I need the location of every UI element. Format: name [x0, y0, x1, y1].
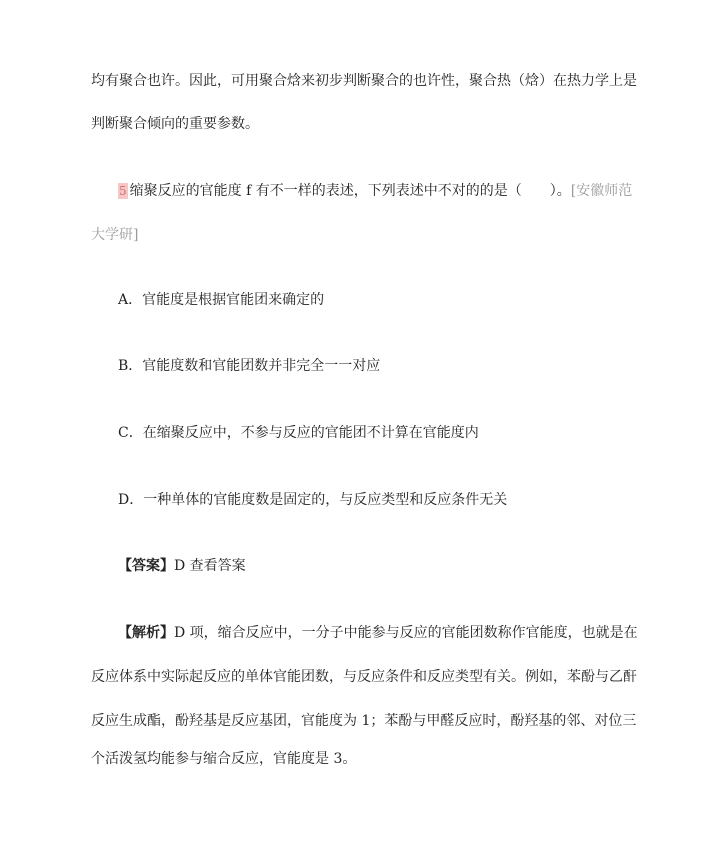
analysis-line-1 — [118, 623, 638, 643]
question-text: 缩聚反应的官能度 f 有不一样的表述，下列表述中不对的的是（ ）。 — [129, 183, 571, 199]
answer-value[interactable]: D 查看答案 — [174, 558, 246, 574]
option-a: A．官能度是根据官能团来确定的 — [118, 292, 325, 308]
question-stem — [118, 181, 632, 201]
option-b: B．官能度数和官能团数并非完全一一对应 — [118, 358, 381, 374]
intro-line-1: 均有聚合也许。因此，可用聚合焓来初步判断聚合的也许性，聚合热（焓）在热力学上是 — [91, 73, 637, 89]
question-source-continued: 大学研] — [91, 227, 139, 243]
analysis-text-1: D 项，缩合反应中，一分子中能参与反应的官能团数称作官能度，也就是在 — [174, 625, 638, 641]
question-number-badge: 5 — [119, 184, 127, 198]
question-source: [安徽师范 — [570, 183, 633, 199]
answer-tag: 【答案】 — [118, 558, 174, 574]
analysis-line-4: 个活泼氢均能参与缩合反应，官能度是 3。 — [91, 751, 357, 767]
analysis-line-3: 反应生成酯，酚羟基是反应基团，官能度为 1；苯酚与甲醛反应时，酚羟基的邻、对位三 — [91, 713, 637, 729]
option-d: D．一种单体的官能度数是固定的，与反应类型和反应条件无关 — [118, 492, 508, 508]
intro-line-2: 判断聚合倾向的重要参数。 — [91, 116, 259, 132]
answer-line — [118, 556, 246, 576]
option-c: C．在缩聚反应中，不参与反应的官能团不计算在官能度内 — [118, 425, 479, 441]
analysis-tag: 【解析】 — [118, 625, 174, 641]
analysis-line-2: 反应体系中实际起反应的单体官能团数，与反应条件和反应类型有关。例如，苯酚与乙酐 — [91, 669, 637, 685]
